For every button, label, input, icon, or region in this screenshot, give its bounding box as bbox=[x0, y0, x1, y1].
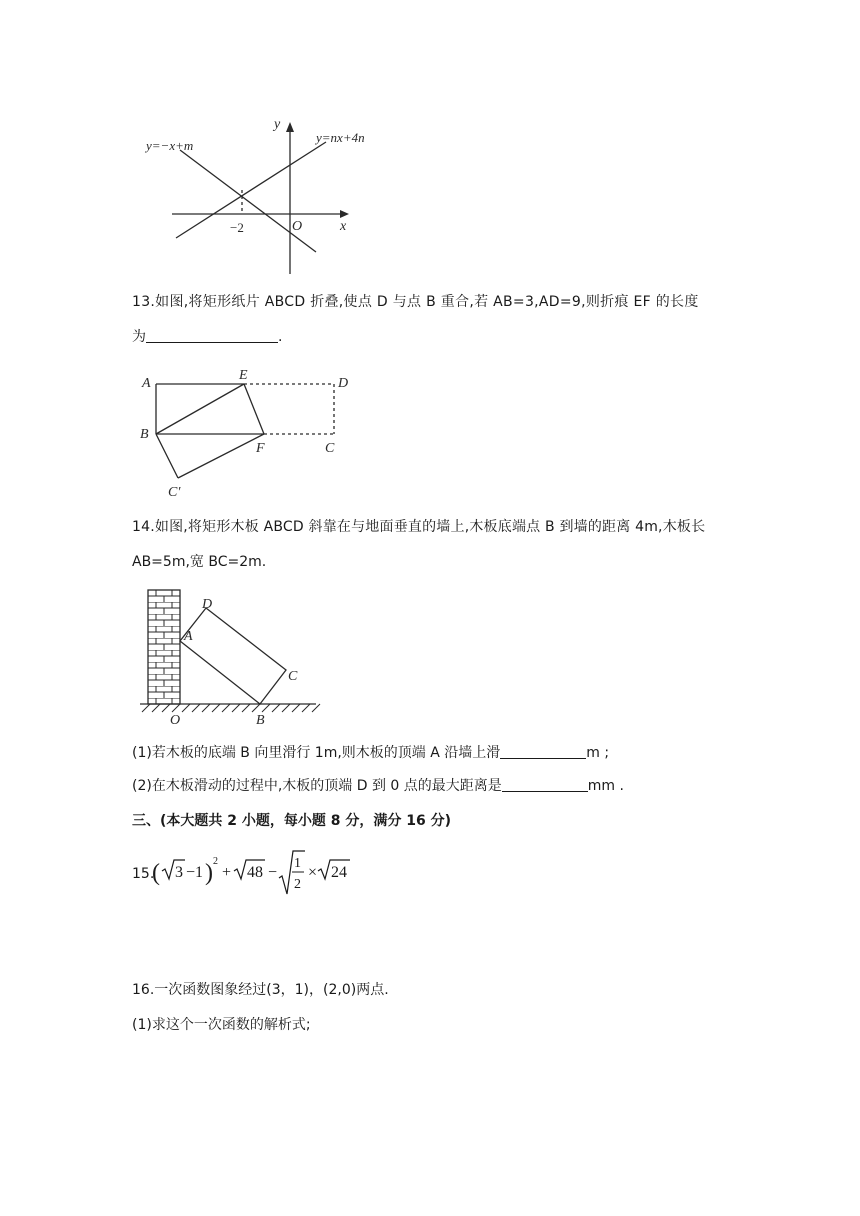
q13-line2-suffix: . bbox=[278, 329, 283, 345]
edge-BCprime bbox=[156, 434, 178, 478]
plus-sign: + bbox=[222, 864, 232, 881]
label-C: C bbox=[288, 669, 298, 684]
line2-label: y=nx+4n bbox=[316, 130, 365, 145]
sqrt3-value: 3 bbox=[175, 864, 183, 881]
q13-line1: 13.如图,将矩形纸片 ABCD 折叠,使点 D 与点 B 重合,若 AB=3,AD=9,则折痕 EF 的长度 bbox=[132, 294, 699, 310]
label-E: E bbox=[239, 368, 248, 383]
label-C: C bbox=[325, 441, 335, 456]
q14-sub1-unit: m ; bbox=[586, 745, 610, 761]
fold-BE bbox=[156, 384, 244, 434]
label-D: D bbox=[338, 376, 349, 391]
y-axis-arrow bbox=[286, 122, 294, 132]
x-axis-arrow bbox=[340, 210, 349, 218]
fold-EF bbox=[244, 384, 264, 434]
q16-sub1: (1)求这个一次函数的解析式; bbox=[132, 1017, 311, 1033]
figure-two-lines bbox=[140, 112, 400, 282]
figure-board-against-wall bbox=[136, 588, 336, 728]
x-axis-label: x bbox=[340, 219, 347, 234]
sqrt24-value: 24 bbox=[331, 864, 347, 881]
q14-sub2-unit: mm . bbox=[587, 778, 624, 794]
section-3-heading: 三、(本大题共 2 小题，每小题 8 分，满分 16 分) bbox=[132, 813, 452, 829]
right-paren: ) bbox=[205, 860, 213, 886]
q15-number: 15. bbox=[132, 866, 155, 882]
label-O: O bbox=[170, 713, 181, 728]
q14-sub2-text: (2)在木板滑动的过程中,木板的顶端 D 到 0 点的最大距离是 bbox=[132, 778, 502, 794]
board-ABCD bbox=[180, 608, 286, 704]
q14-sub1-text: (1)若木板的底端 B 向里滑行 1m,则木板的顶端 A 沿墙上滑 bbox=[132, 745, 501, 761]
q14-sub2 bbox=[132, 776, 624, 796]
times-sign: × bbox=[308, 864, 318, 881]
square-exponent: 2 bbox=[213, 856, 218, 867]
left-paren: ( bbox=[152, 860, 160, 886]
q14-line1: 14.如图,将矩形木板 ABCD 斜靠在与地面垂直的墙上,木板底端点 B 到墙的距离 4m,木板长 bbox=[132, 519, 706, 535]
label-C-prime: C′ bbox=[168, 485, 181, 500]
edge-CprimeF bbox=[178, 434, 264, 478]
q13-line2-prefix: 为 bbox=[132, 329, 146, 345]
figure-folded-rectangle bbox=[138, 370, 368, 500]
q14-sub2-answer-blank[interactable] bbox=[502, 777, 588, 792]
tick-label-minus-2: −2 bbox=[230, 220, 244, 235]
line-decreasing bbox=[180, 150, 316, 252]
fraction-denominator: 2 bbox=[294, 877, 301, 892]
q16-line1: 16.一次函数图象经过(3，1)，(2,0)两点. bbox=[132, 982, 389, 998]
q14-line2: AB=5m,宽 BC=2m. bbox=[132, 554, 267, 570]
sqrt48-value: 48 bbox=[247, 864, 263, 881]
brick-wall bbox=[148, 590, 180, 704]
line-increasing bbox=[176, 142, 326, 238]
label-A: A bbox=[142, 376, 151, 391]
minus-one: −1 bbox=[186, 864, 204, 881]
label-A: A bbox=[184, 629, 193, 644]
fraction-numerator: 1 bbox=[294, 856, 301, 871]
label-B: B bbox=[140, 427, 149, 442]
origin-label: O bbox=[292, 219, 303, 234]
ground-hatching bbox=[142, 704, 320, 712]
q13-line2 bbox=[132, 327, 282, 347]
label-B: B bbox=[256, 713, 265, 728]
q14-sub1-answer-blank[interactable] bbox=[500, 744, 586, 759]
label-F: F bbox=[256, 441, 265, 456]
q14-sub1 bbox=[132, 743, 609, 763]
line1-label: y=−x+m bbox=[146, 138, 194, 153]
y-axis-label: y bbox=[274, 117, 281, 132]
minus-sign: − bbox=[268, 864, 278, 881]
q15-expression bbox=[130, 848, 370, 900]
q13-answer-blank[interactable] bbox=[146, 328, 278, 343]
label-D: D bbox=[202, 597, 213, 612]
